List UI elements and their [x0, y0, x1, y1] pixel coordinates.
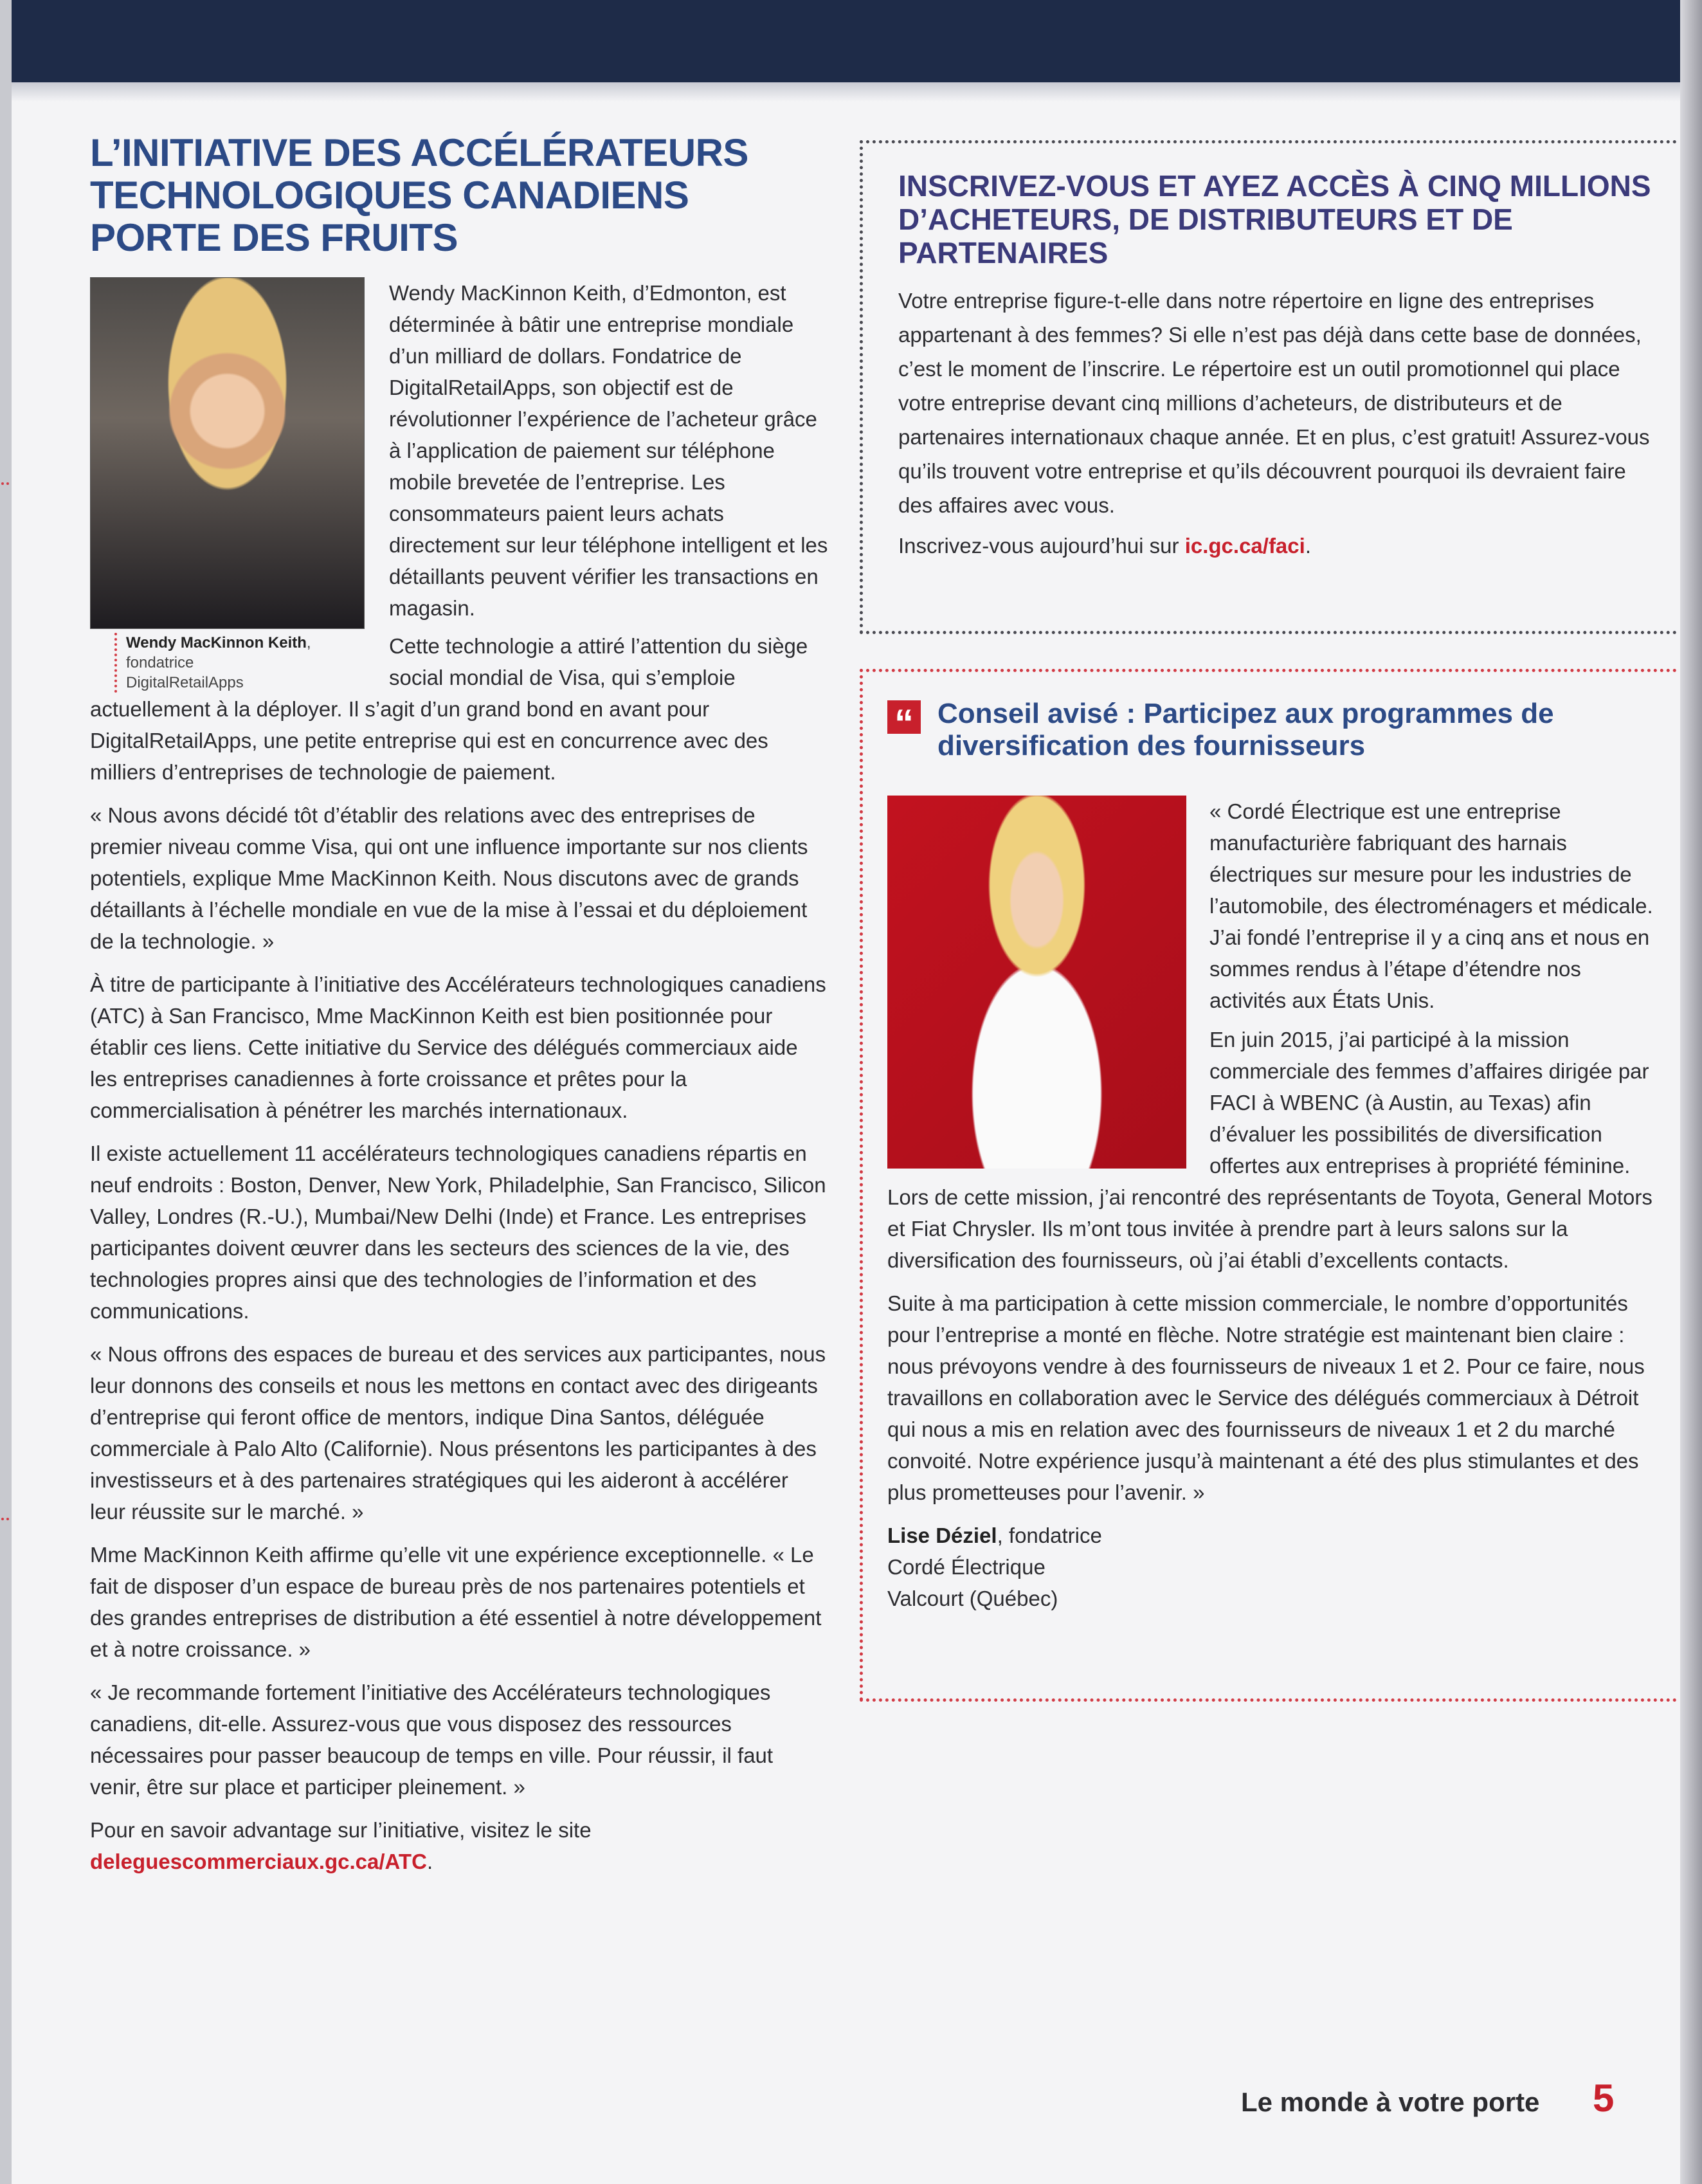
advice-header — [887, 698, 1658, 762]
paragraph — [898, 529, 1651, 563]
caption-company: DigitalRetailApps — [126, 674, 244, 691]
paragraph: « Cordé Électrique est une entreprise manufacturière fabriquant des harnais électriques sur mesure pour les industries de l’automobile, des électroménagers et médicale. J’ai fondé l’entreprise il y a cinq ans et nous en sommes rendus à l’étape d’étendre nos activités aux États Unis. — [1209, 799, 1653, 1012]
closing-period: . — [426, 1850, 433, 1873]
advice-box — [860, 669, 1677, 1702]
paragraph: « Nous avons décidé tôt d’établir des relations avec des entreprises de premier niveau comme Visa, qui ont une influence importante sur nos clients potentiels, explique Mme MacKinnon Keith. Nous discutons avec de grands détaillants à l’échelle mondiale en vue de la mise à l’essai et du déploiement de la technologie. » — [90, 803, 808, 953]
page-number: 5 — [1593, 2077, 1615, 2120]
paragraph: Mme MacKinnon Keith affirme qu’elle vit une expérience exceptionnelle. « Le fait de disposer d’un espace de bureau près de nos partenaires potentiels et des grandes entreprises de distribution a été essentiel à notre développement et à notre croissance. » — [90, 1543, 822, 1661]
paragraph: Wendy MacKinnon Keith, d’Edmonton, est déterminée à bâtir une entreprise mondiale d’un milliard de dollars. Fondatrice de DigitalRetailApps, son objectif est de révolutionner l’expérience de l’acheteur grâce à l’application de paiement sur téléphone mobile brevetée de l’entreprise. Les consommateurs paient leurs achats directement sur leur téléphone intelligent et les détaillants peuvent vérifier les transactions en magasin. — [389, 281, 828, 620]
page-edge — [1680, 0, 1702, 2184]
paragraph: « Nous offrons des espaces de bureau et des services aux participantes, nous leur donnons des conseils et nous les mettons en contact avec des dirigeants d’entreprise qui feront office de mentors, indique Dina Santos, déléguée commerciale à Palo Alto (Californie). Nous présentons les participantes à des investisseurs et à des partenaires stratégiques qui les aideront à accélérer leur réussite sur le marché. » — [90, 1342, 826, 1524]
signup-body — [898, 284, 1651, 563]
atc-link[interactable]: deleguescommerciaux.gc.ca/ATC — [90, 1850, 427, 1873]
paragraph: Votre entreprise figure-t-elle dans notre répertoire en ligne des entreprises appartenant à des femmes? Si elle n’est pas déjà dans cette base de données, c’est le moment de l’inscrire. Le répertoire est un outil promotionnel qui place votre entreprise devant cinq millions d’acheteurs, de distributeurs et de partenaires internationaux chaque année. Et en plus, c’est gratuit! Assurez-vous qu’ils trouvent votre entreprise et qu’ils découvrent pourquoi ils devraient faire des affaires avec vous. — [898, 289, 1650, 517]
paragraph: « Je recommande fortement l’initiative des Accélérateurs technologiques canadiens, dit-elle. Assurez-vous que vous disposez des ressources nécessaires pour passer beaucoup de temps en ville. Pour réussir, il faut venir, être sur place et participer pleinement. » — [90, 1680, 774, 1799]
closing-text: Pour en savoir advantage sur l’initiative, visitez le site — [90, 1818, 592, 1842]
signature-role: , fondatrice — [997, 1524, 1102, 1547]
article-headline: L’INITIATIVE DES ACCÉLÉRATEURS TECHNOLOGIQUES CANADIENS PORTE DES FRUITS — [90, 131, 748, 259]
paragraph: Suite à ma participation à cette mission commerciale, le nombre d’opportunités pour l’entreprise a monté en flèche. Notre stratégie est maintenant bien claire : nous prévoyons vendre à des fournisseurs de niveaux 1 et 2. Pour ce faire, nous travaillons en collaboration avec le Service des délégués commerciaux à Détroit qui nous a mis en relation avec des fournisseurs de niveaux 1 et 2 du marché convoité. Notre expérience jusqu’à maintenant a été des plus stimulantes et des plus prometteuses pour l’avenir. » — [887, 1291, 1645, 1504]
edge-dotted-mark — [1, 482, 9, 485]
signature-company: Cordé Électrique — [887, 1555, 1046, 1579]
portrait-photo — [90, 277, 365, 629]
footer-title: Le monde à votre porte — [1241, 2087, 1540, 2117]
top-band — [0, 0, 1702, 82]
signup-title: INSCRIVEZ-VOUS ET AYEZ ACCÈS À CINQ MILLIONS D’ACHETEURS, DE DISTRIBUTEURS ET DE PARTENAIRES — [898, 169, 1651, 269]
signature — [887, 1520, 1658, 1614]
paragraph: Il existe actuellement 11 accélérateurs technologiques canadiens répartis en neuf endroits : Boston, Denver, New York, Philadelphie, San Francisco, Silicon Valley, Londres (R.-U.), Mumbai/New Delhi (Inde) et France. Les entreprises participantes doivent œuvrer dans les secteurs des sciences de la vie, des technologies propres ainsi que des technologies de l’information et des communications. — [90, 1142, 826, 1323]
binding-spine — [0, 0, 12, 2184]
signup-box — [860, 140, 1677, 634]
paragraph: Cette technologie a attiré l’attention du siège social mondial de Visa, qui s’emploie actuellement à la déployer. Il s’agit d’un grand bond en avant pour DigitalRetailApps, une petite entreprise qui est en concurrence avec des milliers d’entreprises de technologie de paiement. — [90, 634, 808, 784]
photo-caption — [114, 633, 364, 693]
edge-dotted-mark — [1, 1518, 9, 1520]
left-article — [90, 132, 829, 1889]
signup-cta-text: Inscrivez-vous aujourd’hui sur — [898, 534, 1179, 558]
signup-period: . — [1305, 534, 1311, 558]
caption-name: Wendy MacKinnon Keith — [126, 634, 307, 651]
signature-city: Valcourt (Québec) — [887, 1587, 1058, 1610]
caption-separator: , — [306, 634, 311, 651]
faci-link[interactable]: ic.gc.ca/faci — [1184, 534, 1305, 558]
photo-block — [90, 277, 389, 693]
portrait-photo — [887, 796, 1186, 1169]
advice-title: Conseil avisé : Participez aux programmes de diversification des fournisseurs — [937, 698, 1554, 761]
signature-name: Lise Déziel — [887, 1524, 997, 1547]
top-band-shadow — [0, 82, 1702, 102]
paragraph: En juin 2015, j’ai participé à la mission commerciale des femmes d’affaires dirigée par FACI à WBENC (à Austin, au Texas) afin d’évaluer les possibilités de diversification offertes aux entreprises à propriété féminine. Lors de cette mission, j’ai rencontré des représentants de Toyota, General Motors et Fiat Chrysler. Ils m’ont tous invitée à prendre part à leurs salons sur la diversification des fournisseurs, où j’ai établi d’excellents contacts. — [887, 1028, 1652, 1272]
quote-icon: “ — [887, 700, 921, 734]
paragraph: À titre de participante à l’initiative des Accélérateurs technologiques canadiens (ATC) à San Francisco, Mme MacKinnon Keith est bien positionnée pour établir ces liens. Cette initiative du Service des délégués commerciaux aide les entreprises canadiennes à forte croissance et prêtes pour la commercialisation à pénétrer les marchés internationaux. — [90, 972, 826, 1122]
paragraph — [90, 1814, 829, 1877]
caption-role: fondatrice — [126, 654, 194, 671]
